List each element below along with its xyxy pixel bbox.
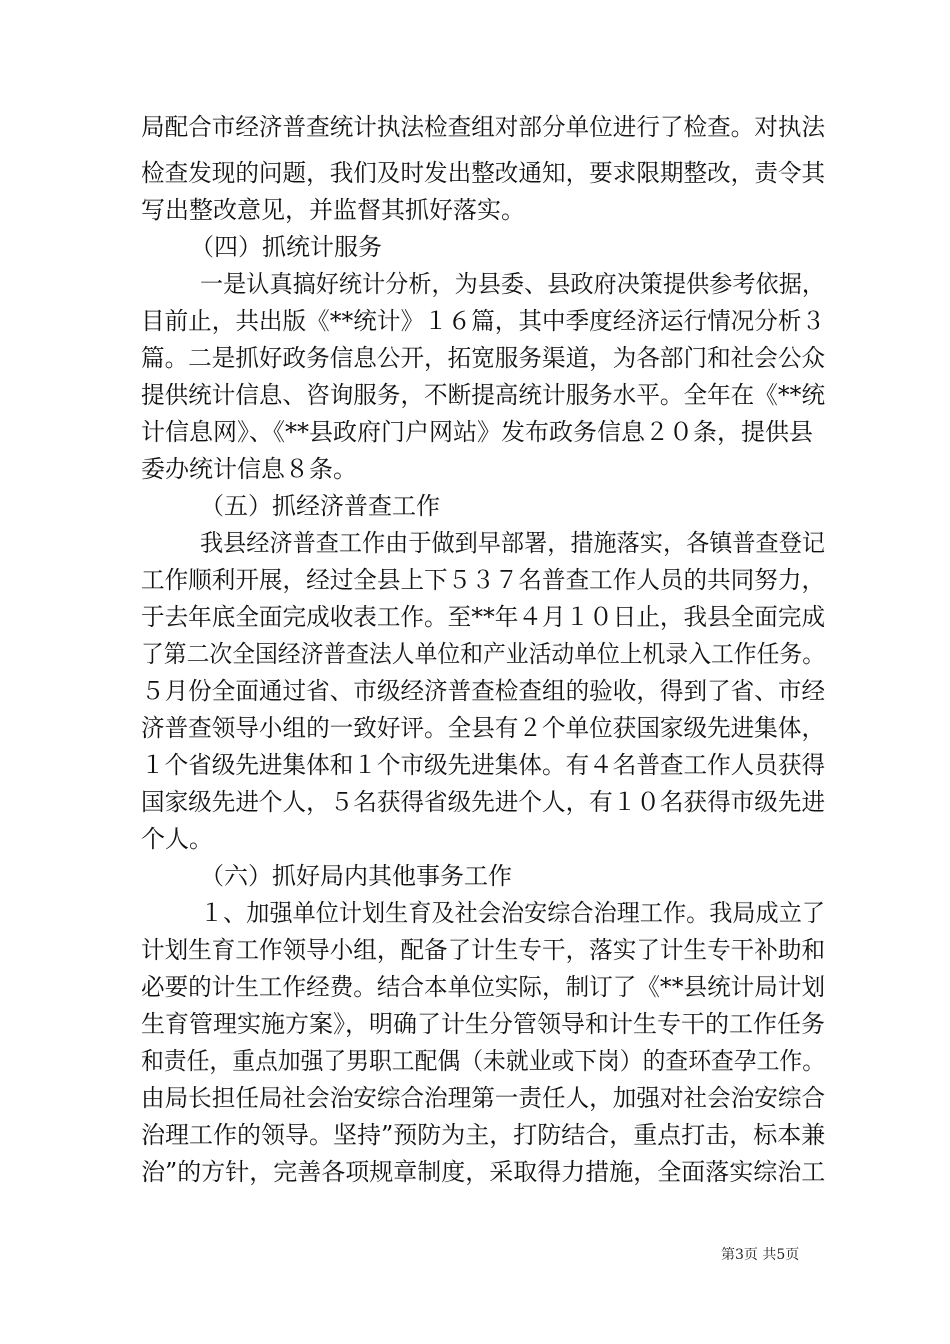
text-line: 和责任，重点加强了男职工配偶（未就业或下岗）的查环查孕工作。 (141, 1047, 825, 1075)
section-heading: （四）抓统计服务 (190, 233, 382, 261)
text-line: 工作顺利开展，经过全县上下５３７名普查工作人员的共同努力， (141, 566, 826, 594)
text-line: 篇。二是抓好政务信息公开，拓宽服务渠道，为各部门和社会公众 (141, 344, 826, 372)
text-line: 写出整改意见，并监督其抓好落实。 (141, 196, 525, 224)
section-heading: （六）抓好局内其他事务工作 (200, 862, 512, 890)
text-line: 了第二次全国经济普查法人单位和产业活动单位上机录入工作任务。 (141, 640, 825, 668)
text-line: 计信息网》、《**县政府门户网站》发布政务信息２０条，提供县 (141, 418, 813, 446)
text-line: 于去年底全面完成收表工作。至**年４月１０日止，我县全面完成 (141, 603, 826, 631)
text-line: 提供统计信息、咨询服务，不断提高统计服务水平。全年在《**统 (141, 381, 826, 409)
text-line: １、加强单位计划生育及社会治安综合治理工作。我局成立了 (200, 899, 825, 927)
text-line: 生育管理实施方案》，明确了计生分管领导和计生专干的工作任务 (141, 1010, 825, 1038)
text-line: 治”的方针，完善各项规章制度，采取得力措施，全面落实综治工 (141, 1158, 826, 1186)
text-line: 必要的计生工作经费。结合本单位实际，制订了《**县统计局计划 (141, 973, 826, 1001)
text-line: 济普查领导小组的一致好评。全县有２个单位获国家级先进集体， (141, 714, 826, 742)
text-line: 检查发现的问题，我们及时发出整改通知，要求限期整改，责令其 (141, 159, 826, 187)
text-line: 一是认真搞好统计分析，为县委、县政府决策提供参考依据， (200, 270, 825, 298)
text-line: 个人。 (141, 825, 213, 853)
page-number-footer: 第3页 共5页 (721, 1247, 800, 1263)
text-line: 计划生育工作领导小组，配备了计生专干，落实了计生专干补助和 (141, 936, 826, 964)
text-line: 治理工作的领导。坚持”预防为主，打防结合，重点打击，标本兼 (141, 1121, 826, 1149)
section-heading: （五）抓经济普查工作 (200, 492, 440, 520)
text-line: 由局长担任局社会治安综合治理第一责任人，加强对社会治安综合 (141, 1084, 826, 1112)
text-line: 我县经济普查工作由于做到早部署，措施落实，各镇普查登记 (200, 529, 825, 557)
text-line: 目前止，共出版《**统计》１６篇，其中季度经济运行情况分析３ (141, 307, 826, 335)
text-line: １个省级先进集体和１个市级先进集体。有４名普查工作人员获得 (141, 751, 826, 779)
text-line: 局配合市经济普查统计执法检查组对部分单位进行了检查。对执法 (141, 113, 826, 141)
text-line: ５月份全面通过省、市级经济普查检查组的验收，得到了省、市经 (141, 677, 826, 705)
text-line: 国家级先进个人，５名获得省级先进个人，有１０名获得市级先进 (141, 788, 826, 816)
text-line: 委办统计信息８条。 (141, 455, 357, 483)
